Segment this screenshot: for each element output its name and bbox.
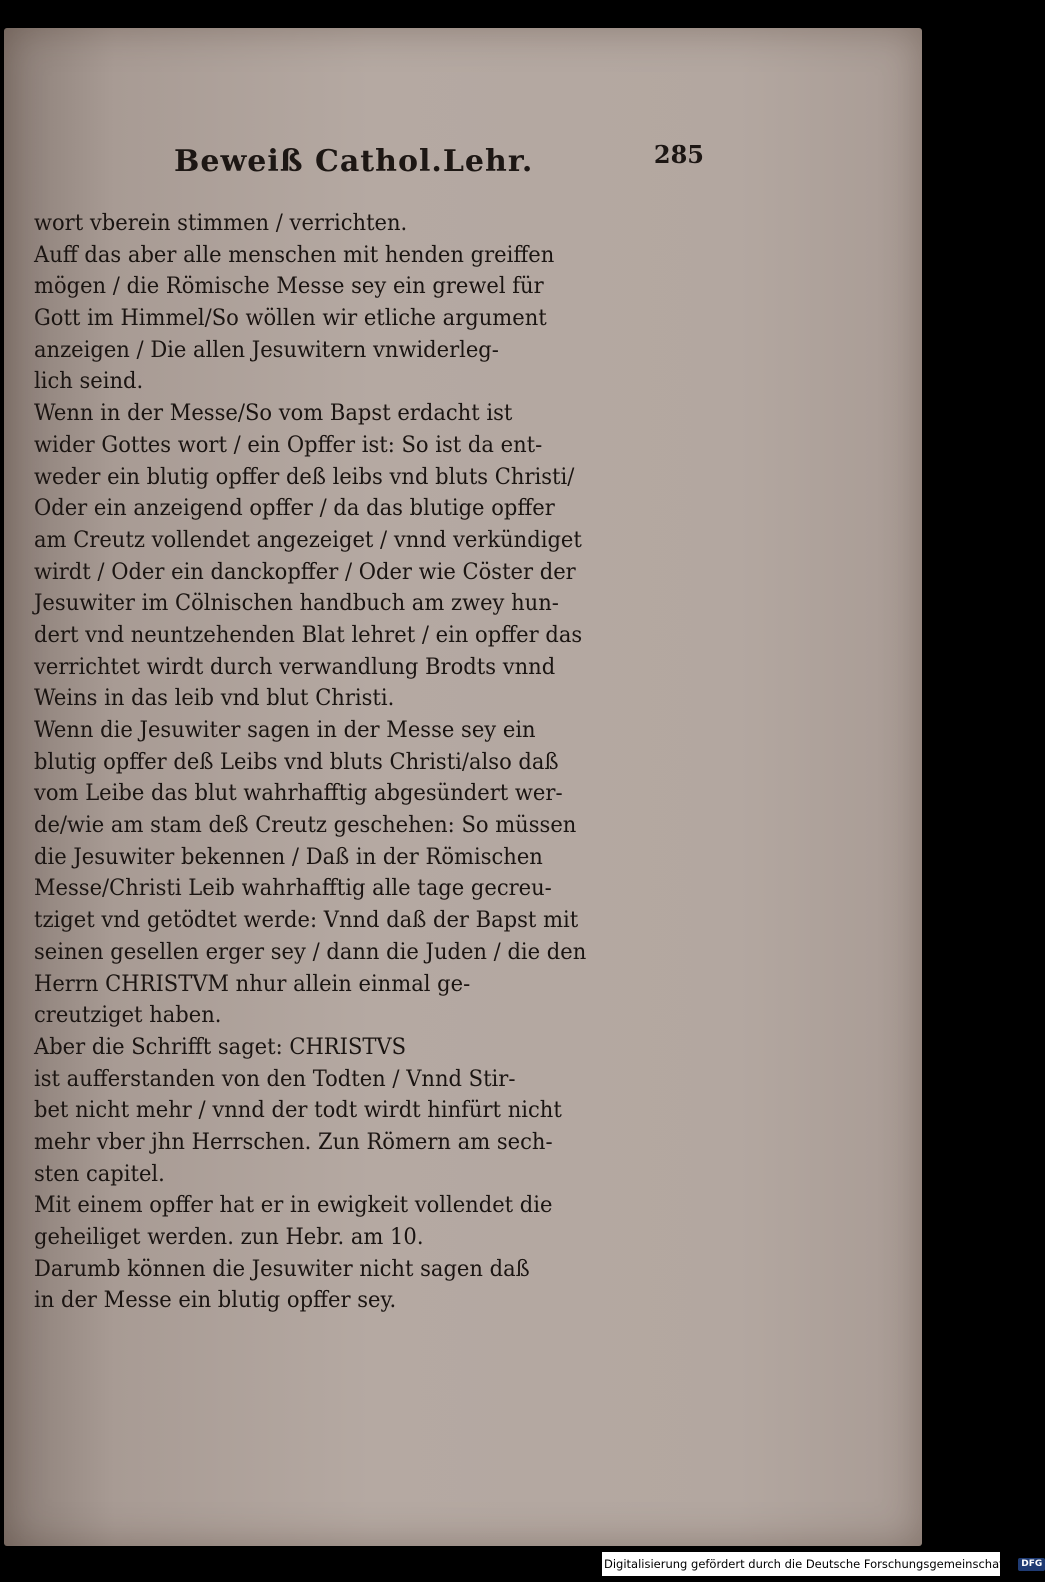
text-line: Herrn CHRISTVM nhur allein einmal ge- (34, 971, 471, 997)
text-line: die Jesuwiter bekennen / Daß in der Römischen (34, 844, 543, 870)
text-line: dert vnd neuntzehenden Blat lehret / ein opffer das (34, 622, 583, 648)
body-text (34, 208, 724, 1317)
page-header (174, 140, 704, 184)
text-line: Wenn die Jesuwiter sagen in der Messe sey ein (34, 718, 536, 743)
text-line: weder ein blutig opffer deß leibs vnd bluts Christi/ (34, 464, 575, 490)
text-line: am Creutz vollendet angezeiget / vnnd verkündiget (34, 527, 582, 553)
text-line: Darumb können die Jesuwiter nicht sagen daß (34, 1256, 530, 1282)
text-line: blutig opffer deß Leibs vnd bluts Christi/also daß (34, 749, 559, 775)
running-head: Beweiß Cathol.Lehr. (174, 144, 534, 179)
digitization-footer (602, 1552, 1043, 1576)
text-line: wort vberein stimmen / verrichten. (34, 211, 408, 236)
text-line: wirdt / Oder ein danckopffer / Oder wie Cöster der (34, 559, 576, 585)
text-line: Weins in das leib vnd blut Christi. (34, 686, 395, 712)
page-number: 285 (653, 140, 704, 169)
dfg-logo: DFG (1018, 1558, 1045, 1571)
text-line: Oder ein anzeigend opffer / da das blutige opffer (34, 496, 555, 522)
text-line: Gott im Himmel/So wöllen wir etliche argument (34, 306, 547, 332)
text-line: mehr vber jhn Herrschen. Zun Römern am sech- (34, 1129, 553, 1155)
text-line: wider Gottes wort / ein Opffer ist: So ist da ent- (34, 432, 543, 458)
text-line: tziget vnd getödtet werde: Vnnd daß der Bapst mit (34, 908, 579, 934)
text-line: Aber die Schrifft saget: CHRISTVS (34, 1034, 407, 1060)
text-line: sten capitel. (34, 1161, 165, 1187)
book-page (4, 28, 922, 1546)
text-line: ist aufferstanden von den Todten / Vnnd Stir- (34, 1066, 516, 1092)
footer-text: Digitalisierung gefördert durch die Deutsche Forschungsgemeinschaft - (604, 1557, 1016, 1571)
text-line: Messe/Christi Leib wahrhafftig alle tage gecreu- (34, 876, 552, 902)
text-line: Wenn in der Messe/So vom Bapst erdacht ist (34, 401, 513, 427)
text-line: Jesuwiter im Cölnischen handbuch am zwey hun- (34, 591, 559, 617)
text-line: mögen / die Römische Messe sey ein grewel für (34, 274, 544, 300)
text-line: de/wie am stam deß Creutz geschehen: So müssen (34, 813, 577, 839)
text-line: geheiliget werden. zun Hebr. am 10. (34, 1225, 424, 1250)
text-line: in der Messe ein blutig opffer sey. (34, 1288, 397, 1314)
text-line: creutziget haben. (34, 1003, 222, 1029)
text-line: Auff das aber alle menschen mit henden greiffen (34, 242, 555, 268)
text-line: vom Leibe das blut wahrhafftig abgesündert wer- (34, 781, 563, 807)
text-line: Mit einem opffer hat er in ewigkeit vollendet die (34, 1193, 553, 1219)
text-line: seinen gesellen erger sey / dann die Juden / die den (34, 939, 587, 965)
text-line: bet nicht mehr / vnnd der todt wirdt hinfürt nicht (34, 1098, 562, 1124)
text-line: verrichtet wirdt durch verwandlung Brodts vnnd (34, 654, 556, 680)
text-line: lich seind. (34, 369, 144, 395)
text-line: anzeigen / Die allen Jesuwitern vnwiderleg- (34, 337, 499, 363)
